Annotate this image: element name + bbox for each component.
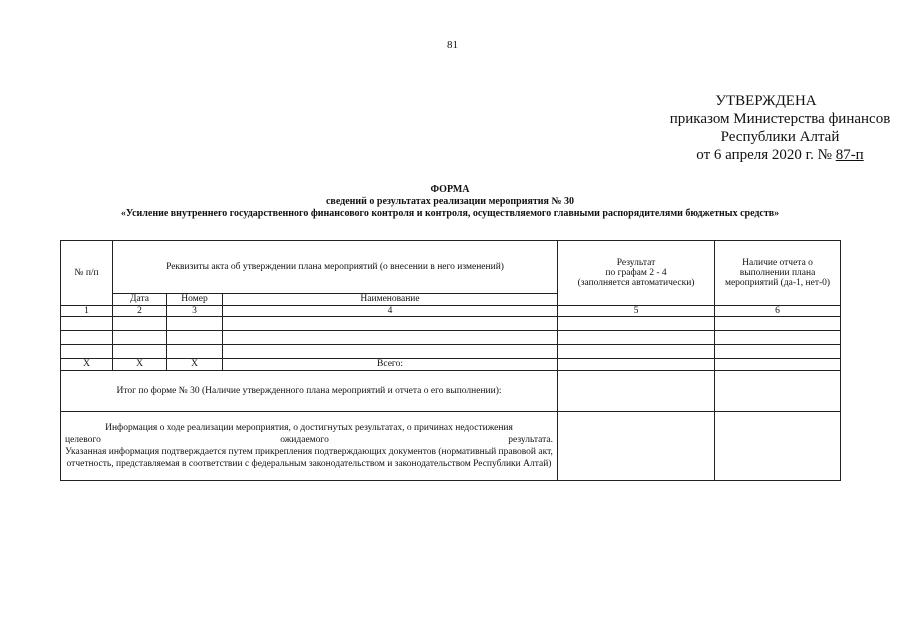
approval-stamp bbox=[560, 92, 905, 164]
approval-date: от 6 апреля 2020 г. № bbox=[696, 147, 836, 163]
table-row bbox=[61, 331, 841, 345]
table-cell[interactable] bbox=[715, 317, 841, 331]
table-cell[interactable] bbox=[223, 345, 558, 359]
table-header-row bbox=[61, 241, 841, 294]
form-header bbox=[40, 184, 860, 220]
table-cell[interactable] bbox=[223, 331, 558, 345]
form-measure-name: «Усиление внутреннего государственного финансового контроля и контроля, осуществляемого главными распорядителями бюджетных средств» bbox=[120, 208, 780, 219]
header-number: № п/п bbox=[61, 241, 113, 306]
form-result-label: Итог по форме № 30 (Наличие утвержденного плана мероприятий и отчета о его выполнении): bbox=[61, 371, 558, 412]
table-cell[interactable] bbox=[113, 345, 167, 359]
header-result-line-3: (заполняется автоматически) bbox=[577, 278, 695, 288]
table-cell[interactable] bbox=[61, 345, 113, 359]
table-cell[interactable] bbox=[113, 331, 167, 345]
table-cell[interactable] bbox=[715, 345, 841, 359]
table-cell[interactable] bbox=[715, 331, 841, 345]
page-number: 81 bbox=[447, 39, 458, 51]
info-word: результата. bbox=[508, 435, 554, 445]
approval-line-2: приказом Министерства финансов bbox=[669, 111, 891, 127]
table-cell[interactable] bbox=[113, 317, 167, 331]
form-title: ФОРМА bbox=[430, 184, 470, 195]
column-number: 4 bbox=[223, 306, 558, 317]
form-result-row bbox=[61, 371, 841, 412]
column-number: 5 bbox=[558, 306, 715, 317]
total-mark: X bbox=[61, 359, 113, 371]
header-result-line-1: Результат bbox=[616, 258, 656, 268]
form-subtitle: сведений о результатах реализации мероприятия № 30 bbox=[325, 196, 575, 207]
table-cell[interactable] bbox=[167, 331, 223, 345]
subheader-name: Наименование bbox=[223, 294, 558, 306]
table-cell[interactable] bbox=[223, 317, 558, 331]
info-result-cell[interactable] bbox=[558, 412, 715, 481]
subheader-number: Номер bbox=[167, 294, 223, 306]
info-word: целевого bbox=[65, 435, 101, 445]
table-cell[interactable] bbox=[558, 331, 715, 345]
info-line-2 bbox=[65, 434, 553, 446]
table-cell[interactable] bbox=[61, 331, 113, 345]
column-number: 3 bbox=[167, 306, 223, 317]
total-mark: X bbox=[167, 359, 223, 371]
table-cell[interactable] bbox=[167, 345, 223, 359]
table-cell[interactable] bbox=[61, 317, 113, 331]
total-label: Всего: bbox=[223, 359, 558, 371]
table-row bbox=[61, 345, 841, 359]
order-number: 87-п bbox=[835, 147, 864, 163]
info-word: ожидаемого bbox=[280, 435, 329, 445]
approval-line-4 bbox=[560, 146, 905, 164]
table-cell[interactable] bbox=[558, 345, 715, 359]
results-table bbox=[60, 240, 841, 481]
subheader-date: Дата bbox=[113, 294, 167, 306]
form-result-cell[interactable] bbox=[558, 371, 715, 412]
info-report-cell[interactable] bbox=[715, 412, 841, 481]
table-row bbox=[61, 317, 841, 331]
column-numbers-row bbox=[61, 306, 841, 317]
column-number: 2 bbox=[113, 306, 167, 317]
info-row bbox=[61, 412, 841, 481]
total-row bbox=[61, 359, 841, 371]
column-number: 6 bbox=[715, 306, 841, 317]
total-mark: X bbox=[113, 359, 167, 371]
approval-line-3: Республики Алтай bbox=[720, 129, 840, 145]
info-text bbox=[61, 412, 558, 481]
approval-title: УТВЕРЖДЕНА bbox=[715, 93, 817, 109]
table-cell[interactable] bbox=[167, 317, 223, 331]
info-line-3: Указанная информация подтверждается путем прикрепления подтверждающих документов (нормативный правовой акт, отчетность, представляемая в соответствии с федеральным законодательством и законодательством Республики Алтай) bbox=[65, 447, 553, 469]
total-result-cell[interactable] bbox=[558, 359, 715, 371]
column-number: 1 bbox=[61, 306, 113, 317]
header-requisites: Реквизиты акта об утверждении плана мероприятий (о внесении в него изменений) bbox=[113, 241, 558, 294]
header-report: Наличие отчета о выполнении плана мероприятий (да-1, нет-0) bbox=[715, 241, 841, 306]
header-result-line-2: по графам 2 - 4 bbox=[605, 268, 667, 278]
total-report-cell[interactable] bbox=[715, 359, 841, 371]
table-cell[interactable] bbox=[558, 317, 715, 331]
info-line-1: Информация о ходе реализации мероприятия, о достигнутых результатах, о причинах недостижения bbox=[105, 423, 513, 433]
header-result bbox=[558, 241, 715, 306]
form-report-cell[interactable] bbox=[715, 371, 841, 412]
